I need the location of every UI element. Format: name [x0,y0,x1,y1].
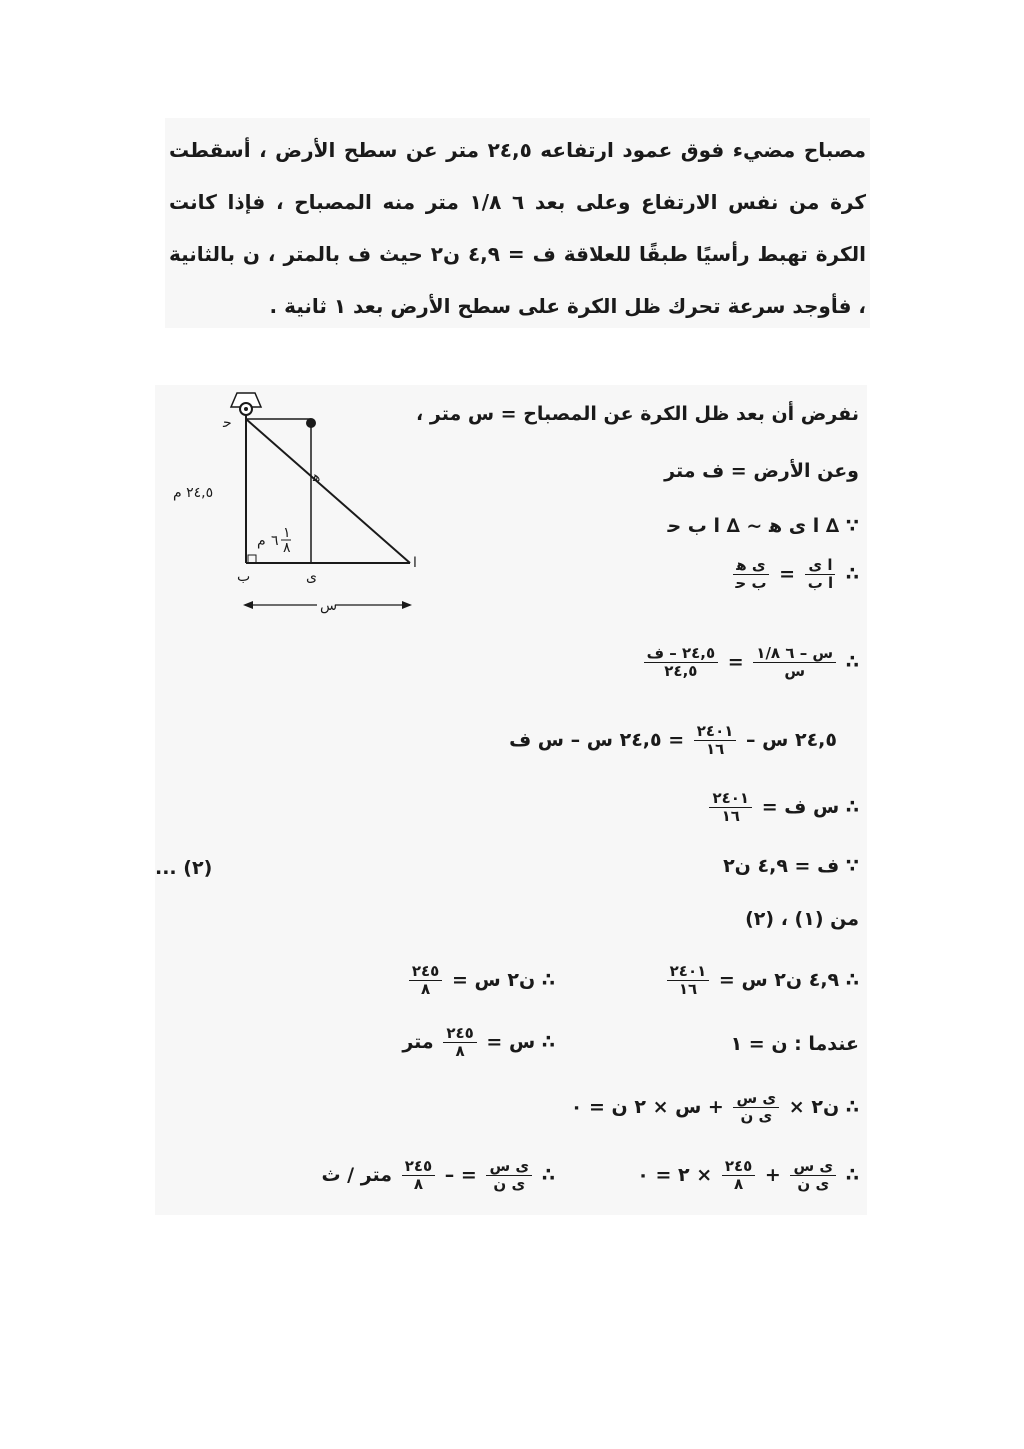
label-gap-whole: ٦ [271,533,279,549]
ball-icon [306,418,316,428]
solution-line-3: ∵ ∆ ا ى ﻫ ~ ∆ ا ب ﺣ [667,515,859,537]
label-base: س [320,598,338,614]
fraction: $\frac{٢٤٥}{٨}$ [722,1158,755,1193]
fraction: $\frac{\text{س – ٦ ١/٨}}{\text{س}}$ [753,645,836,680]
fraction: $\frac{٢٤٥}{٨}$ [402,1158,435,1193]
fraction: $\frac{٢٤٠١}{١٦}$ [694,723,737,758]
label-h: ﻫ [313,469,321,485]
solution-line-13b: ∴ $\frac{\text{ى س}}{\text{ى ﻥ}}$ = – $\frac{٢٤٥}{٨}$ متر / ث [321,1157,555,1193]
fraction: $\frac{\text{ى س}}{\text{ى ﻥ}}$ [790,1158,836,1193]
lamp-icon [231,393,261,415]
right-angle-icon [248,555,256,563]
solution-line-1: نفرض أن بعد ظل الكرة عن المصباح = س متر ، [416,403,859,425]
arrow-left-icon [243,601,253,609]
arrow-right-icon [402,601,412,609]
label-gap-den: ٨ [283,540,291,556]
equation-ref: (٢) ... [155,857,213,879]
label-height: ٢٤,٥ م [173,485,214,501]
label-j: ﺣ [223,415,232,431]
triangle-diagram [165,385,445,620]
solution-line-13a: ∴ $\frac{\text{ى س}}{\text{ى ﻥ}}$ + $\frac{٢٤٥}{٨}$ × ٢ = ٠ [637,1157,859,1193]
solution-line-12: ∴ ن٢ × $\frac{\text{ى س}}{\text{ى ﻥ}}$ + س × ٢ ن = ٠ [570,1089,859,1125]
fraction: $\frac{\text{ى س}}{\text{ى ﻥ}}$ [486,1158,532,1193]
fraction: $\frac{\text{ى ﻫ}}{\text{ب ﺣ}}$ [732,557,769,592]
label-a: ا [413,555,417,571]
fraction: $\frac{٢٤٥}{٨}$ [409,963,442,998]
solution-line-10b: ∴ ن٢ س = $\frac{٢٤٥}{٨}$ [406,963,555,998]
label-gap-num: ١ [283,525,291,541]
fraction: $\frac{\text{ا ى}}{\text{ا ب}}$ [805,557,836,592]
fraction: $\frac{٢٤٠١}{١٦}$ [667,963,710,998]
solution-line-2: وعن الأرض = ف متر [664,460,859,482]
solution-line-10a: ∴ ٤,٩ ن٢ س = $\frac{٢٤٠١}{١٦}$ [664,963,859,998]
label-b: ب [237,569,251,585]
problem-text: مصباح مضيء فوق عمود ارتفاعه ٢٤,٥ متر عن سطح الأرض ، أسقطت كرة من نفس الارتفاع وعلى بعد ٦ ١/٨ متر منه المصباح ، فإذا كانت الكرة تهبط رأسيًا طبقًا للعلاقة ف = ٤,٩ ن٢ حيث ف بالمتر ، ن بالثانية ، فأوجد سرعة تحرك ظل الكرة على سطح الأرض بعد ١ ثانية . [169,138,866,318]
problem-statement [165,118,870,328]
fraction: $\frac{\text{٢٤,٥ – ف}}{٢٤,٥}$ [644,645,719,680]
solution-line-11a: عندما : ن = ١ [730,1033,859,1055]
solution-line-6: ٢٤,٥ س – $\frac{٢٤٠١}{١٦}$ = ٢٤,٥ س – س ف [509,722,837,758]
solution-line-7: ∴ س ف = $\frac{٢٤٠١}{١٦}$ [706,790,859,825]
fraction: $\frac{٢٤٥}{٨}$ [443,1025,476,1060]
solution-line-5: ∴ $\frac{\text{س – ٦ ١/٨}}{\text{س}}$ = $\frac{\text{٢٤,٥ – ف}}{٢٤,٥}$ [641,645,859,680]
label-d: ﯼ [306,569,317,585]
therefore-sign: ∴ [845,563,859,585]
fraction: $\frac{٢٤٠١}{١٦}$ [709,790,752,825]
label-gap-unit: م [257,533,266,549]
fraction: $\frac{\text{ى س}}{\text{ى ﻥ}}$ [733,1090,779,1125]
solution-line-9: من (١) ، (٢) [745,908,859,930]
solution-block [155,385,867,1215]
therefore-sign: ∴ [845,651,859,673]
solution-line-4: ∴ $\frac{\text{ا ى}}{\text{ا ب}}$ = $\frac{\text{ى ﻫ}}{\text{ب ﺣ}}$ [729,557,859,592]
solution-line-8: ∵ ف = ٤,٩ ن٢ [723,855,859,877]
solution-line-11b: ∴ س = $\frac{٢٤٥}{٨}$ متر [402,1024,555,1060]
